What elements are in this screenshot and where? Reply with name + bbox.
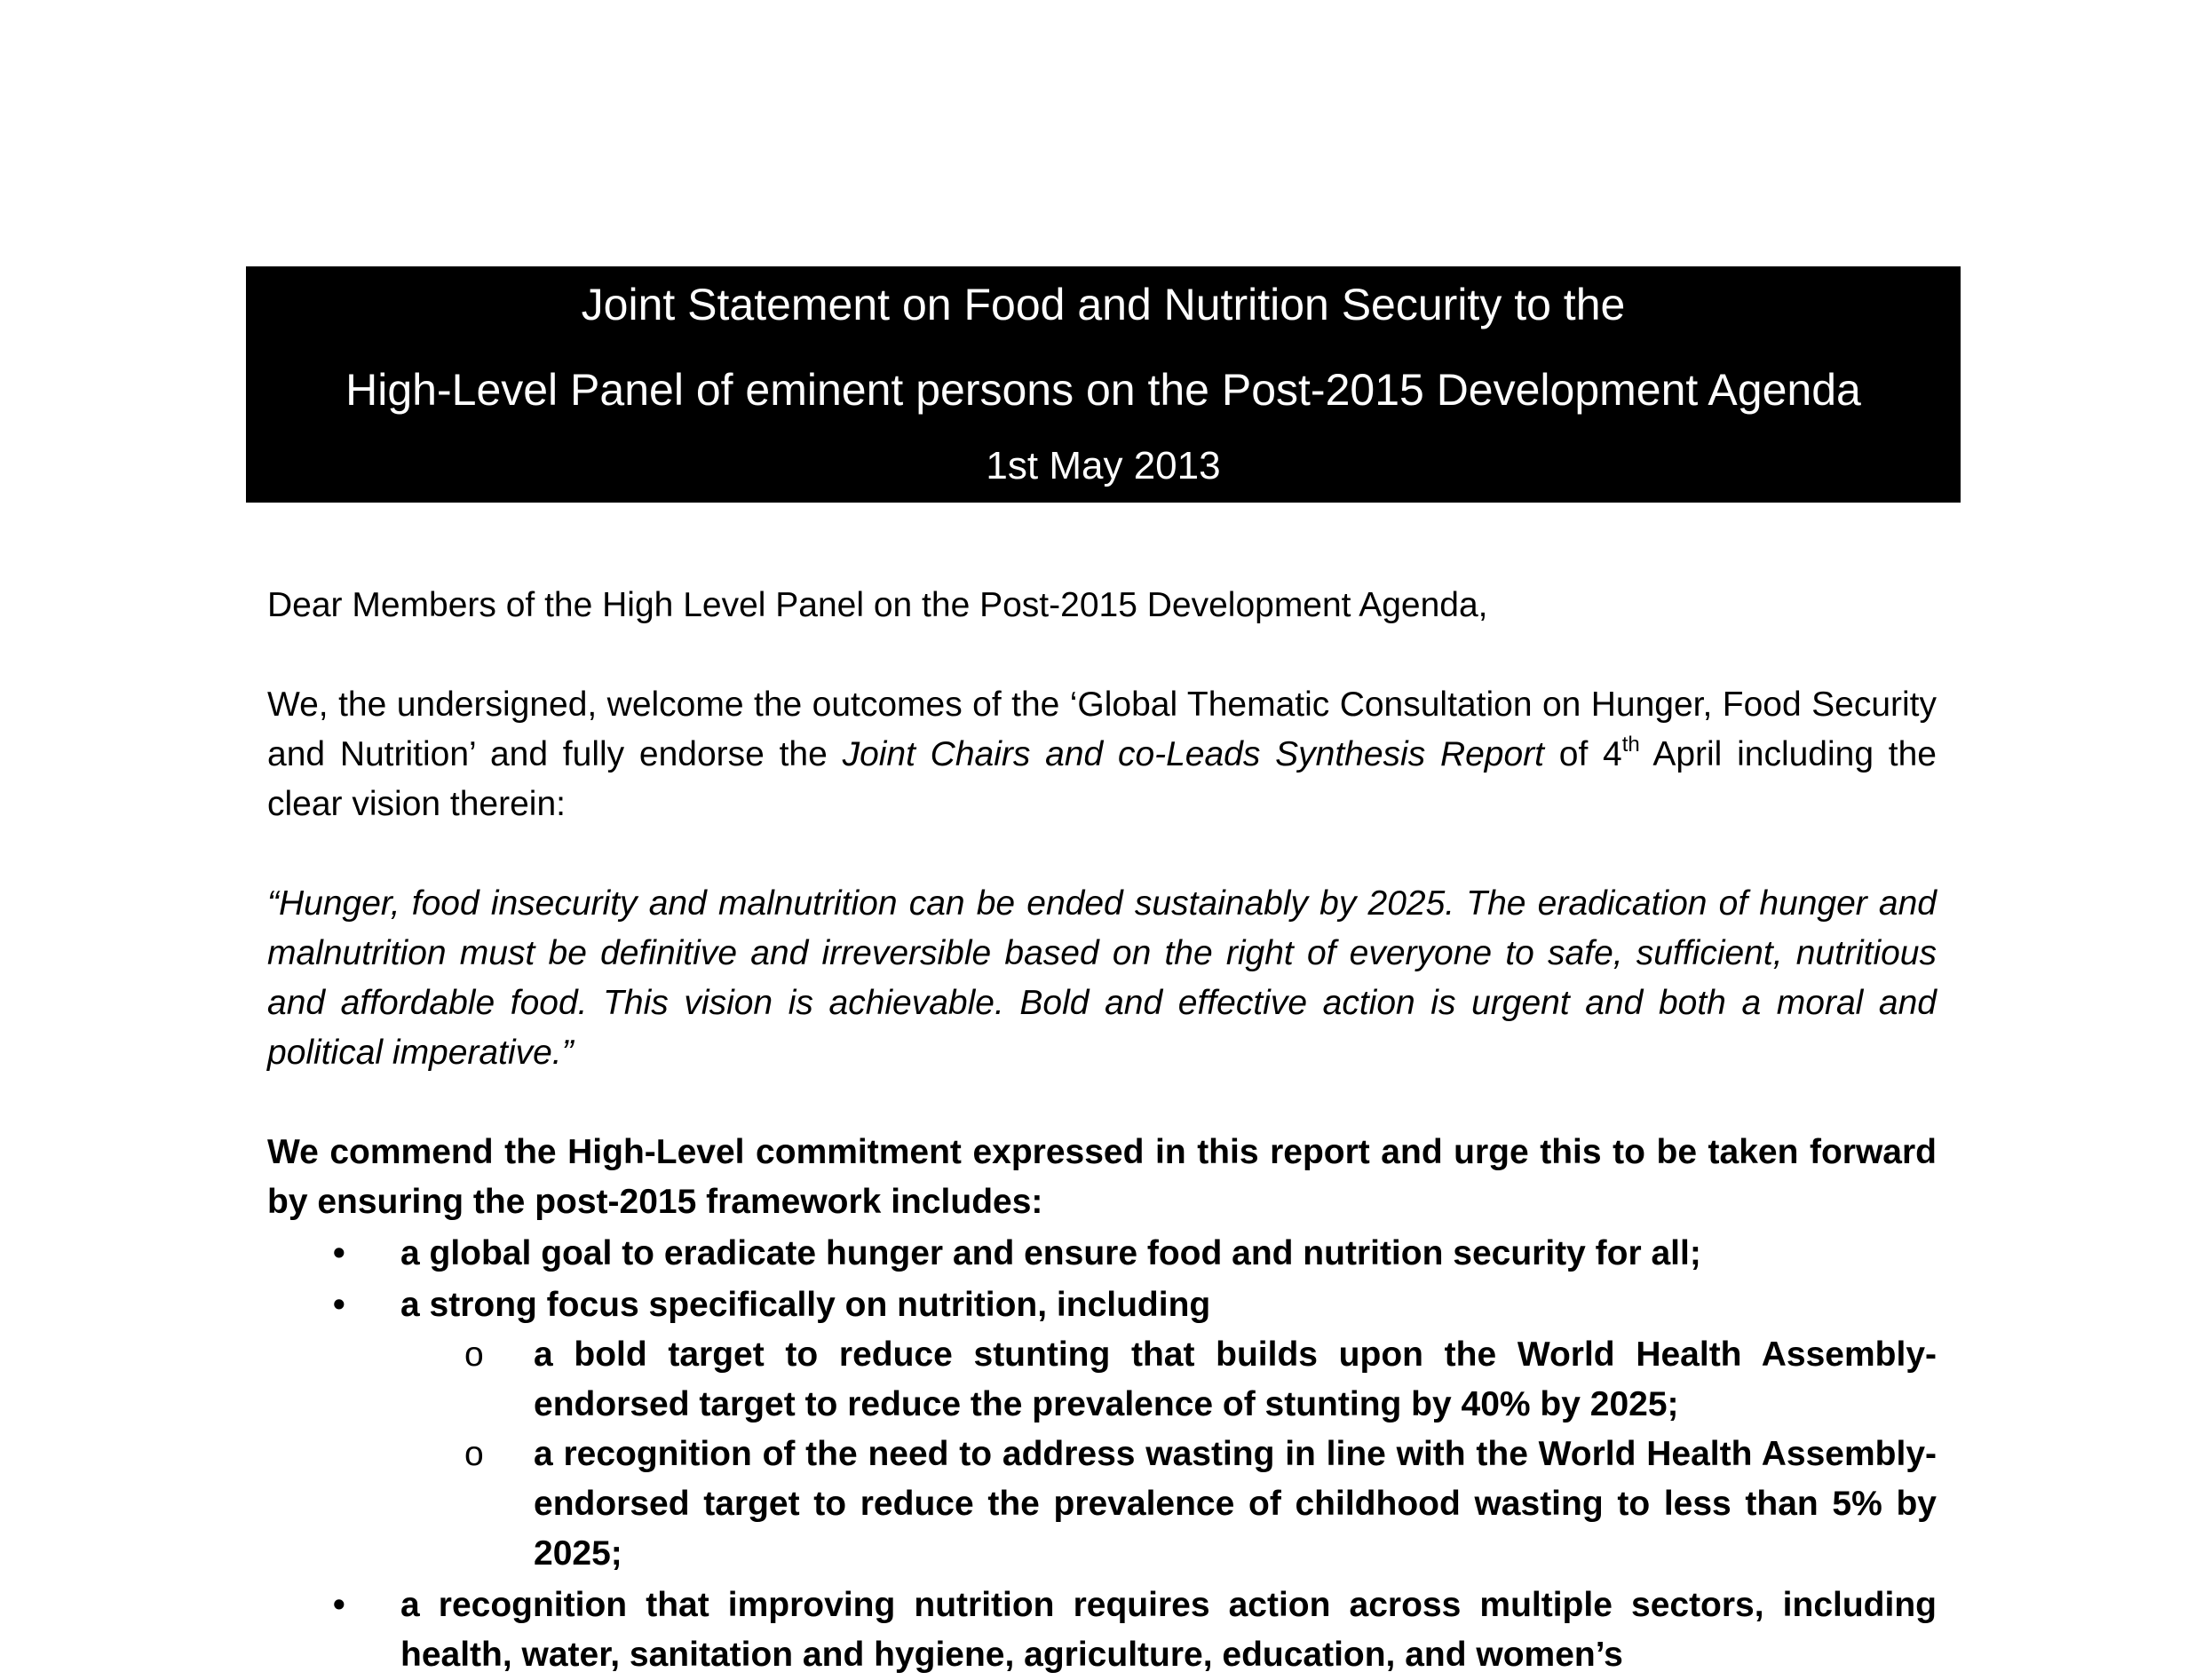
intro-text-2: of 4 xyxy=(1544,735,1622,773)
list-item xyxy=(267,1280,1937,1579)
sub-bullet-icon: o xyxy=(464,1435,484,1473)
sub-list-item xyxy=(400,1430,1937,1579)
title-banner xyxy=(246,266,1961,503)
list-item-text: a recognition that improving nutrition requires action across multiple sectors, including health, water, sanitation and hygiene, agriculture, education, and women’s xyxy=(400,1586,1937,1674)
sub-list-item-text: a recognition of the need to address wasting in line with the World Health Assembly-endorsed target to reduce the prevalence of childhood wasting to less than 5% by 2025; xyxy=(534,1435,1937,1573)
list-item-text: a strong focus specifically on nutrition, including xyxy=(400,1286,1211,1324)
framework-list xyxy=(267,1229,1937,1680)
sub-bullet-icon: o xyxy=(464,1335,484,1374)
list-item-text: a global goal to eradicate hunger and ensure food and nutrition security for all; xyxy=(400,1234,1701,1272)
nutrition-sublist xyxy=(400,1330,1937,1579)
document-date: 1st May 2013 xyxy=(986,444,1221,487)
bullet-icon: • xyxy=(333,1586,345,1624)
list-item xyxy=(267,1581,1937,1680)
list-item xyxy=(267,1229,1937,1279)
vision-quote: “Hunger, food insecurity and malnutrition can be ended sustainably by 2025. The eradication of hunger and malnutrition must be definitive and irreversible based on the right of everyone to safe, sufficient, nutritious and affordable food. This vision is achievable. Bold and effective action is urgent and both a moral and political imperative.” xyxy=(267,884,1937,1072)
sub-list-item xyxy=(400,1330,1937,1430)
sub-list-item-text: a bold target to reduce stunting that builds upon the World Health Assembly-endorsed target to reduce the prevalence of stunting by 40% by 2025; xyxy=(534,1335,1937,1423)
ordinal-superscript: th xyxy=(1621,733,1640,757)
document-subtitle: High-Level Panel of eminent persons on the Post-2015 Development Agenda xyxy=(345,365,1861,415)
intro-paragraph xyxy=(267,680,1937,829)
salutation: Dear Members of the High Level Panel on the Post-2015 Development Agenda, xyxy=(267,586,1488,624)
report-title: Joint Chairs and co-Leads Synthesis Report xyxy=(842,735,1545,773)
document-title: Joint Statement on Food and Nutrition Security to the xyxy=(581,280,1626,329)
intro-text-1: We, the undersigned, welcome the outcomes of the ‘Global Thematic Consultation on Hunger, Food Security and Nutrition’ and fully endorse the xyxy=(267,685,1937,773)
intro-text-3: April including the clear vision therein: xyxy=(267,735,1937,823)
commend-paragraph: We commend the High-Level commitment expressed in this report and urge this to be taken forward by ensuring the post-2015 framework includes: xyxy=(267,1133,1937,1221)
bullet-icon: • xyxy=(333,1234,345,1272)
bullet-icon: • xyxy=(333,1286,345,1324)
